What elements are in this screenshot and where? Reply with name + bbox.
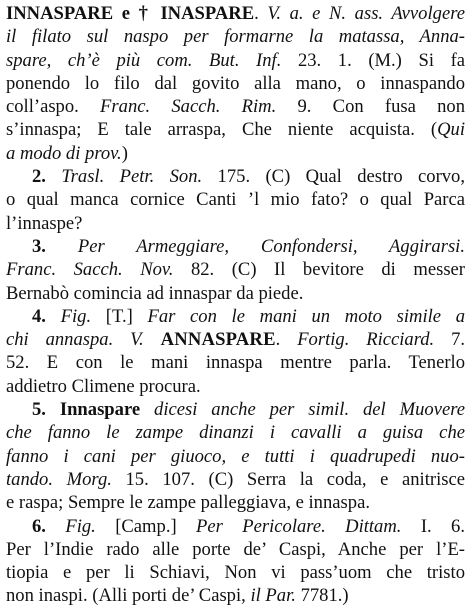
italic-run: il filato sul naspo per formarne la matassa, Anna- — [6, 26, 465, 48]
entry-heading-line — [6, 165, 465, 188]
entry-heading-line — [6, 398, 465, 421]
italic-run: Per Pericolare. Dittam. — [196, 515, 402, 537]
text-run: . — [275, 329, 298, 351]
text-run: 7. — [434, 329, 465, 351]
entry-text-line — [6, 538, 465, 561]
italic-run: Franc. Sacch. Nov. — [6, 259, 174, 281]
italic-run: il Par. — [250, 585, 296, 607]
entry-text-line — [6, 118, 465, 141]
entry-text-line — [6, 258, 465, 281]
entry-heading-line — [6, 2, 465, 25]
text-run: . — [254, 3, 268, 24]
text-run: 52. E con le mani innaspa mentre parla. Tenerlo — [6, 352, 465, 374]
text-run: Per l’Indie rado alle porte de’ Caspi, Anche per l’E- — [6, 538, 465, 560]
entry-text-line — [6, 72, 465, 95]
text-run: s’innaspa; E tale arraspa, Che niente acquista. ( — [6, 119, 438, 141]
text-run: 82. (C) Il bevitore di messer — [173, 259, 465, 281]
text-run: tiopia e per li Schiavi, Non vi pass’uom che tristo — [6, 562, 465, 584]
text-run: Bernabò comincia ad innaspar da piede. — [6, 282, 304, 304]
italic-run: Franc. Sacch. Rim. — [100, 96, 277, 118]
bold-run: INNASPARE — [6, 3, 114, 24]
text-run: 15. 107. (C) Serra la coda, e anitrisce — [111, 468, 465, 490]
entry-heading-line — [6, 515, 465, 538]
italic-run: Far con le mani un moto simile a — [147, 305, 465, 327]
bold-run: Innaspare — [59, 399, 141, 421]
bold-run: 6. — [32, 515, 66, 537]
text-run: l’innaspe? — [6, 212, 83, 234]
entry-text-line — [6, 421, 465, 444]
bold-run: e † — [113, 3, 161, 24]
text-run: 7781.) — [295, 585, 349, 607]
entry-heading-line — [6, 305, 465, 328]
entry-text-line — [6, 95, 465, 118]
text-run: non inaspi. (Alli porti de’ Caspi, — [6, 585, 251, 607]
italic-run: che fanno le zampe dinanzi i cavalli a guisa che — [6, 422, 465, 444]
entry-text-line — [6, 351, 465, 374]
bold-run: 2. — [32, 166, 62, 188]
text-run: ) — [121, 142, 128, 164]
italic-run: V. a. e N. ass. Avvolgere — [267, 3, 465, 24]
entry-text-line — [6, 282, 465, 305]
entry-heading-line — [6, 235, 465, 258]
text-run: ponendo lo filo dal govito alla mano, o innaspando — [6, 72, 465, 94]
text-run: 9. Con fusa non — [276, 96, 465, 118]
entry-text-line — [6, 188, 465, 211]
entry-text-line — [6, 491, 465, 514]
entry-text-line — [6, 445, 465, 468]
italic-run: fanno i cani per giuoco, e tutti i quadrupedi nuo- — [6, 445, 465, 467]
text-run: coll’aspo. — [6, 96, 101, 118]
italic-run: Per Armeggiare, Confondersi, Aggirarsi. — [77, 235, 465, 257]
entry-text-line — [6, 584, 465, 607]
text-run: (M.) — [368, 49, 402, 71]
text-run: o qual manca cornice Canti ’l mio fato? o qual Parca — [6, 189, 465, 211]
italic-run: Fortig. Ricciard. — [297, 329, 435, 351]
smallcaps-run: ANNASPARE — [160, 329, 276, 351]
entry-text-line — [6, 561, 465, 584]
text-run: addietro Climene procura. — [6, 375, 201, 397]
bold-run: 4. — [32, 305, 61, 327]
entry-text-line — [6, 375, 465, 398]
text-run: 175. (C) Qual destro corvo, — [202, 166, 465, 188]
italic-run: Fig. — [65, 515, 96, 537]
entry-text-line — [6, 25, 465, 48]
italic-run: Qui — [437, 119, 465, 141]
text-run: Si fa — [401, 49, 465, 71]
italic-run: spare, ch’è più com. But. Inf. — [6, 49, 282, 71]
entry-text-line — [6, 328, 465, 351]
text-run: I. 6. — [401, 515, 465, 537]
italic-run: dicesi anche per simil. del Muovere — [140, 399, 465, 421]
text-run: e raspa; Sempre le zampe palleggiava, e innaspa. — [6, 492, 370, 514]
italic-run: Fig. — [60, 305, 92, 327]
entry-text-line — [6, 49, 465, 72]
bold-run: 3. — [32, 235, 78, 257]
entry-text-line — [6, 468, 465, 491]
entry-text-line — [6, 212, 465, 235]
italic-run: a modo di prov. — [6, 142, 122, 164]
text-run: [Camp.] — [95, 515, 197, 537]
bold-run: INASPARE — [160, 3, 255, 24]
text-run: [T.] — [91, 305, 148, 327]
italic-run: Trasl. Petr. Son. — [61, 166, 203, 188]
text-run: 23. 1. — [281, 49, 369, 71]
entry-text-line — [6, 142, 465, 165]
italic-run: tando. Morg. — [6, 468, 112, 490]
italic-run: chi annaspa. V. — [6, 329, 161, 351]
bold-run: 5. — [32, 399, 60, 421]
